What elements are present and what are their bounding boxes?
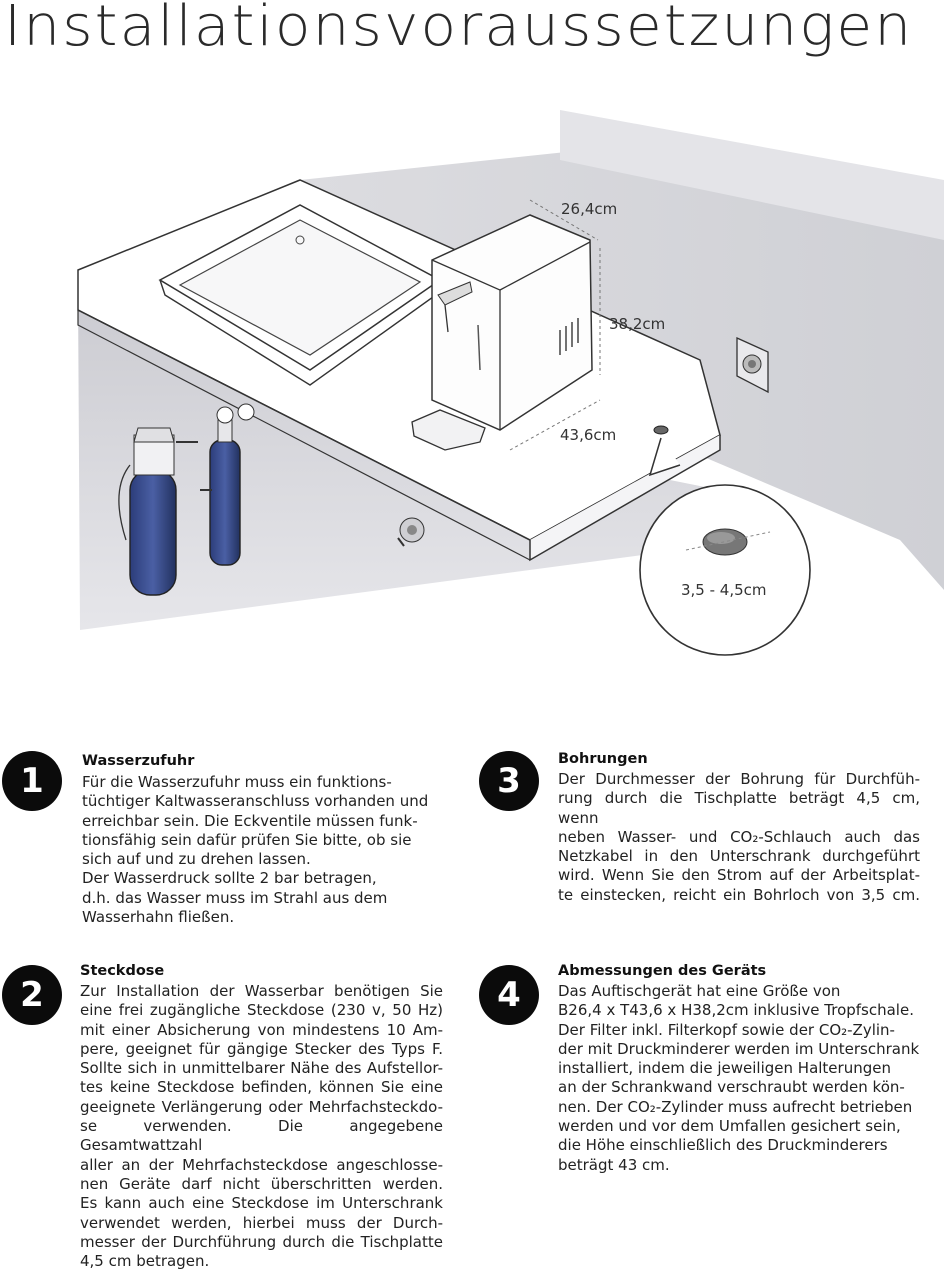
installation-illustration	[0, 70, 944, 660]
section-body: Das Auftischgerät hat eine Größe von B26,4 x T43,6 x H38,2cm inklusive Tropfschale. Der Filter inkl. Filterkopf sowie der CO₂-Zylin- der mit Druckminderer werden im Unterschrank installiert, indem die jeweiligen Halterungen an der Schrankwand verschraubt werden kön- nen. Der CO₂-Zylinder muss aufrecht betrieben werden und vor dem Umfallen gesichert sein, die Höhe einschließlich des Druckminderers beträgt 43 cm.	[558, 982, 920, 1174]
section-heading: Abmessungen des Geräts	[558, 963, 767, 979]
page-title: Installationsvoraussetzungen	[4, 0, 914, 59]
section-number-badge: 4	[479, 965, 539, 1025]
section-heading: Wasserzufuhr	[82, 753, 195, 769]
dimension-depth: 43,6cm	[560, 426, 617, 444]
section-number-badge: 3	[479, 751, 539, 811]
section-number-badge: 2	[2, 965, 62, 1025]
section-body: Zur Installation der Wasserbar benötigen Sie eine frei zugängliche Steckdose (230 v, 50 Hz) mit einer Absicherung von mindestens 10 Am- pere, geeignet für gängige Stecker des Typs F. Sollte sich in unmittelbarer Nähe des Aufstellor- tes keine Steckdose befinden, können Sie eine geeignete Verlängerung oder Mehrfachsteckdo- se verwenden. Die angegebene Gesamtwattzahl aller an der Mehrfachsteckdose angeschlosse- nen Geräte darf nicht überschritten werden. Es kann auch eine Steckdose im Unterschrank verwendet werden, hierbei muss der Durch- messer der Durchführung durch die Tischplatte 4,5 cm betragen.	[80, 982, 443, 1271]
section-body: Der Durchmesser der Bohrung für Durchfüh- rung durch die Tischplatte beträgt 4,5 cm, wenn neben Wasser- und CO₂-Schlauch auch das Netzkabel in den Unterschrank durchgeführt wird. Wenn Sie den Strom auf der Arbeitsplat- te einstecken, reicht ein Bohrloch von 3,5 cm.	[558, 770, 920, 904]
drill-hole	[654, 426, 668, 434]
dimension-height: 38,2cm	[609, 315, 666, 333]
section-body: Für die Wasserzufuhr muss ein funktions- tüchtiger Kaltwasseranschluss vorhanden und erreichbar sein. Die Eckventile müssen funk- tionsfähig sein dafür prüfen Sie bitte, ob sie sich auf und zu drehen lassen. Der Wasserdruck sollte 2 bar betragen, d.h. das Wasser muss im Strahl aus dem Wasserhahn fließen.	[82, 773, 429, 927]
dimension-hole: 3,5 - 4,5cm	[681, 581, 767, 599]
section-number-badge: 1	[2, 751, 62, 811]
dimension-width: 26,4cm	[561, 200, 618, 218]
section-heading: Steckdose	[80, 963, 165, 979]
section-heading: Bohrungen	[558, 751, 648, 767]
